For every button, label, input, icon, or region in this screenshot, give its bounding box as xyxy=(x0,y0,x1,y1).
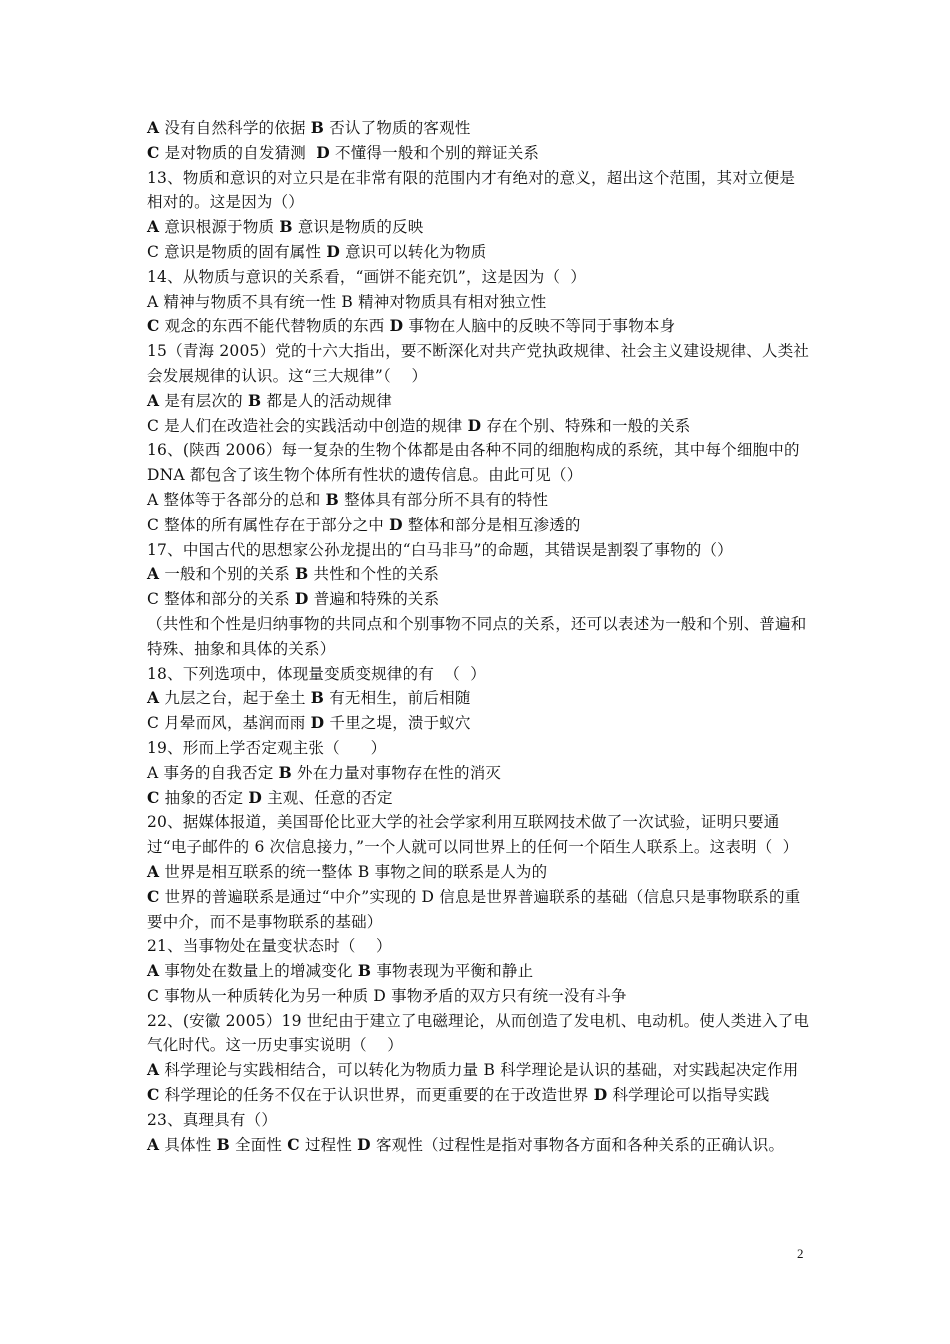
option-letter: C xyxy=(147,886,160,906)
option-letter: B xyxy=(310,688,325,708)
text-segment: 观念的东西不能代替物质的东西 xyxy=(159,317,390,336)
text-segment: 整体和部分是相互渗透的 xyxy=(402,515,581,534)
option-letter: B xyxy=(279,217,293,237)
text-line xyxy=(147,786,810,811)
text-line xyxy=(147,166,810,216)
option-letter: C xyxy=(147,787,160,807)
text-segment: 都是人的活动规律 xyxy=(261,391,393,410)
text-segment: 具体性 xyxy=(159,1135,217,1154)
text-segment: 整体具有部分所不具有的特性 xyxy=(338,490,549,509)
page-number: 2 xyxy=(797,1246,804,1261)
option-letter: B xyxy=(357,961,372,981)
text-segment: 外在力量对事物存在性的消灭 xyxy=(291,763,502,782)
document-body xyxy=(147,116,810,1157)
text-segment: 21、当事物处在量变状态时（ ） xyxy=(147,937,392,956)
text-segment: 事物在人脑中的反映不等同于事物本身 xyxy=(403,317,676,336)
text-segment: 不懂得一般和个别的辩证关系 xyxy=(329,143,540,162)
option-letter: D xyxy=(316,142,330,162)
text-line xyxy=(147,587,810,612)
text-line xyxy=(147,314,810,339)
text-segment: 22、(安徽 2005）19 世纪由于建立了电磁理论，从而创造了发电机、电动机。使人类进入了电气化时代。这一历史事实说明（ ） xyxy=(147,1011,810,1055)
option-letter: B xyxy=(248,390,262,410)
text-line xyxy=(147,1009,810,1059)
option-letter: B xyxy=(295,564,309,584)
option-letter: A xyxy=(147,564,160,584)
text-segment: 意识可以转化为物质 xyxy=(339,242,487,261)
text-line xyxy=(147,414,810,439)
text-segment: 13、物质和意识的对立只是在非常有限的范围内才有绝对的意义，超出这个范围，其对立便是相对的。这是因为（） xyxy=(147,168,796,212)
text-segment: C 是人们在改造社会的实践活动中创造的规律 xyxy=(147,416,468,435)
text-segment: 过程性 xyxy=(299,1135,358,1154)
text-segment: 18、下列选项中，体现量变质变规律的有 （ ） xyxy=(147,664,486,683)
option-letter: D xyxy=(326,241,340,261)
text-segment: 事物处在数量上的增减变化 xyxy=(159,962,358,981)
text-line xyxy=(147,538,810,563)
text-segment: 是对物质的自发猜测 xyxy=(159,143,317,162)
text-line xyxy=(147,116,810,141)
text-line xyxy=(147,141,810,166)
text-line xyxy=(147,686,810,711)
text-segment: 全面性 xyxy=(229,1135,288,1154)
option-letter: A xyxy=(147,688,160,708)
option-letter: C xyxy=(147,142,160,162)
text-line xyxy=(147,513,810,538)
text-segment: 主观、任意的否定 xyxy=(261,788,393,807)
option-letter: A xyxy=(147,217,160,237)
text-line xyxy=(147,860,810,885)
option-letter: D xyxy=(593,1085,608,1105)
text-segment: C 整体和部分的关系 xyxy=(147,590,295,609)
option-letter: D xyxy=(357,1134,371,1154)
text-segment: 共性和个性的关系 xyxy=(308,565,440,584)
option-letter: A xyxy=(147,1060,160,1080)
text-line xyxy=(147,1058,810,1083)
text-line xyxy=(147,736,810,761)
option-letter: A xyxy=(147,1134,160,1154)
text-line xyxy=(147,711,810,736)
text-segment: 17、中国古代的思想家公孙龙提出的“白马非马”的命题，其错误是割裂了事物的（） xyxy=(147,540,733,559)
text-segment: A 整体等于各部分的总和 xyxy=(147,490,326,509)
text-segment: 千里之堤，溃于蚁穴 xyxy=(324,714,471,733)
option-letter: A xyxy=(147,861,160,881)
text-segment: 是有层次的 xyxy=(159,391,248,410)
text-segment: 意识是物质的反映 xyxy=(292,218,424,237)
text-segment: 否认了物质的客观性 xyxy=(324,119,471,137)
text-segment: （共性和个性是归纳事物的共同点和个别事物不同点的关系，还可以表述为一般和个别、普遍和特殊、抽象和具体的关系） xyxy=(147,614,807,658)
text-segment: A 事务的自我否定 xyxy=(147,763,279,782)
text-line xyxy=(147,438,810,488)
text-segment: 抽象的否定 xyxy=(159,788,249,807)
text-segment: 有无相生，前后相随 xyxy=(324,689,471,708)
text-segment: C 整体的所有属性存在于部分之中 xyxy=(147,515,390,534)
text-line xyxy=(147,290,810,315)
text-line xyxy=(147,761,810,786)
text-line xyxy=(147,265,810,290)
text-line xyxy=(147,339,810,389)
text-line xyxy=(147,562,810,587)
text-line xyxy=(147,810,810,860)
option-letter: C xyxy=(147,316,160,336)
text-segment: 20、据媒体报道，美国哥伦比亚大学的社会学家利用互联网技术做了一次试验，证明只要通过“电子邮件的 6 次信息接力，”一个人就可以同世界上的任何一个陌生人联系上。这表明（ ） xyxy=(147,813,799,857)
text-segment: 科学理论与实践相结合，可以转化为物质力量 B 科学理论是认识的基础，对实践起决定作用 xyxy=(159,1061,799,1080)
text-segment: 科学理论可以指导实践 xyxy=(607,1086,770,1105)
option-letter: B xyxy=(216,1134,230,1154)
text-segment: 16、(陕西 2006）每一复杂的生物个体都是由各种不同的细胞构成的系统，其中每个细胞中的 DNA 都包含了该生物个体所有性状的遗传信息。由此可见（） xyxy=(147,441,805,485)
text-line xyxy=(147,215,810,240)
option-letter: A xyxy=(147,961,160,981)
text-line xyxy=(147,1108,810,1133)
text-segment: 世界的普遍联系是通过“中介”实现的 D 信息是世界普遍联系的基础（信息只是事物联系的重要中介，而不是事物联系的基础） xyxy=(147,887,801,931)
option-letter: B xyxy=(325,489,339,509)
text-segment: 科学理论的任务不仅在于认识世界，而更重要的在于改造世界 xyxy=(159,1086,594,1105)
option-letter: D xyxy=(248,787,262,807)
option-letter: D xyxy=(389,316,404,336)
text-segment: 世界是相互联系的统一整体 B 事物之间的联系是人为的 xyxy=(159,862,548,881)
text-segment: 14、从物质与意识的关系看，“画饼不能充饥”，这是因为（ ） xyxy=(147,267,587,286)
text-segment: 意识根源于物质 xyxy=(159,218,280,237)
text-segment: C 事物从一种质转化为另一种质 D 事物矛盾的双方只有统一没有斗争 xyxy=(147,986,627,1005)
option-letter: B xyxy=(278,762,292,782)
text-line xyxy=(147,389,810,414)
option-letter: D xyxy=(294,589,309,609)
text-segment: 没有自然科学的依据 xyxy=(159,119,311,137)
text-segment: 23、真理具有（） xyxy=(147,1110,278,1129)
text-segment: 15（青海 2005）党的十六大指出，要不断深化对共产党执政规律、社会主义建设规律、人类社会发展规律的认识。这“三大规律”（ ） xyxy=(147,342,810,385)
option-letter: A xyxy=(147,118,160,137)
text-line xyxy=(147,662,810,687)
option-letter: C xyxy=(287,1134,300,1154)
text-segment: C 月晕而风，基润而雨 xyxy=(147,714,311,733)
option-letter: A xyxy=(147,390,160,410)
text-segment: 19、形而上学否定观主张（ ） xyxy=(147,738,387,757)
text-segment: 事物表现为平衡和静止 xyxy=(371,962,534,981)
text-line xyxy=(147,612,810,662)
text-segment: 一般和个别的关系 xyxy=(159,565,296,584)
text-line xyxy=(147,1133,810,1158)
text-segment: A 精神与物质不具有统一性 B 精神对物质具有相对独立性 xyxy=(147,292,547,311)
option-letter: B xyxy=(310,118,325,137)
text-line xyxy=(147,488,810,513)
text-segment: C 意识是物质的固有属性 xyxy=(147,242,327,261)
text-segment: 九层之台，起于垒土 xyxy=(159,689,311,708)
option-letter: D xyxy=(310,713,325,733)
text-line xyxy=(147,1083,810,1108)
text-line xyxy=(147,959,810,984)
option-letter: D xyxy=(389,514,403,534)
text-line xyxy=(147,885,810,935)
option-letter: C xyxy=(147,1085,160,1105)
text-line xyxy=(147,934,810,959)
text-segment: 普遍和特殊的关系 xyxy=(308,590,440,609)
option-letter: D xyxy=(467,415,482,435)
text-line xyxy=(147,240,810,265)
text-segment: 客观性（过程性是指对事物各方面和各种关系的正确认识。 xyxy=(370,1135,785,1154)
text-segment: 存在个别、特殊和一般的关系 xyxy=(481,416,691,435)
text-line xyxy=(147,984,810,1009)
